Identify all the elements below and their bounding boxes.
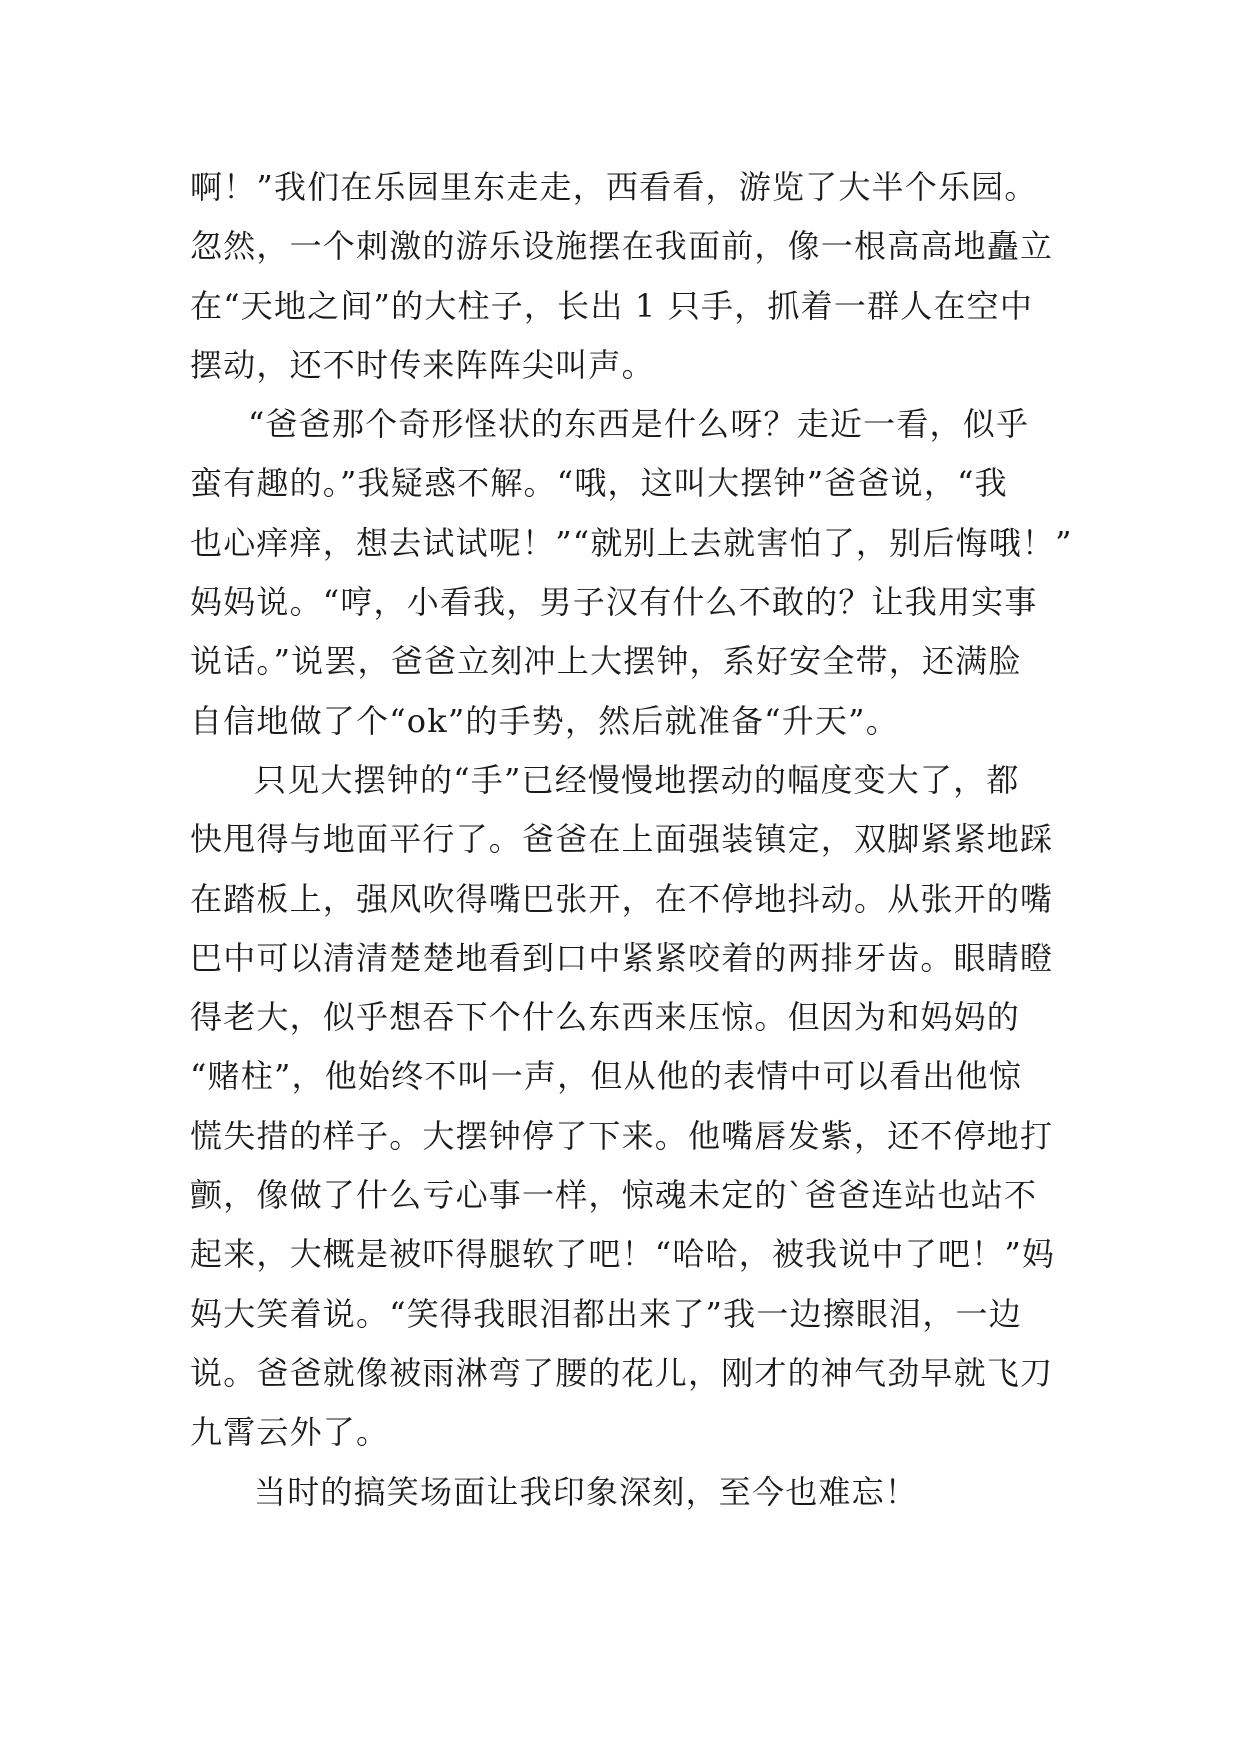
body-text bbox=[190, 158, 1073, 1522]
text-line: 在踏板上，强风吹得嘴巴张开，在不停地抖动。从张开的嘴 bbox=[190, 879, 1054, 918]
text-line: 快甩得与地面平行了。爸爸在上面强装镇定，双脚紧紧地踩 bbox=[190, 820, 1054, 859]
paragraph-first-line: 只见大摆钟的“手”已经慢慢地摆动的幅度变大了，都 bbox=[254, 760, 1020, 799]
text-line: 起来，大概是被吓得腿软了吧！“哈哈，被我说中了吧！”妈 bbox=[190, 1235, 1056, 1274]
text-line: 摆动，还不时传来阵阵尖叫声。 bbox=[190, 345, 655, 384]
text-line: 说话。”说罢，爸爸立刻冲上大摆钟，系好安全带，还满脸 bbox=[190, 642, 1022, 681]
text-line: 自信地做了个“ok”的手势，然后就准备“升天”。 bbox=[190, 701, 899, 740]
text-line: 在“天地之间”的大柱子，长出 1 只手，抓着一群人在空中 bbox=[190, 286, 1034, 325]
paragraph-first-line: “爸爸那个奇形怪状的东西是什么呀？走近一看，似乎 bbox=[248, 405, 1030, 444]
text-line: 得老大，似乎想吞下个什么东西来压惊。但因为和妈妈的 bbox=[190, 998, 1021, 1037]
text-line: 慌失措的样子。大摆钟停了下来。他嘴唇发紫，还不停地打 bbox=[190, 1116, 1054, 1155]
text-line: “赌柱”，他始终不叫一声，但从他的表情中可以看出他惊 bbox=[190, 1057, 1022, 1096]
text-line: 啊！”我们在乐园里东走走，西看看，游览了大半个乐园。 bbox=[190, 168, 1038, 206]
text-line: 说。爸爸就像被雨淋弯了腰的花儿，刚才的神气劲早就飞刀 bbox=[190, 1353, 1054, 1392]
text-line: 忽然，一个刺激的游乐设施摆在我面前，像一根高高地矗立 bbox=[190, 227, 1054, 266]
text-line: 巴中可以清清楚楚地看到口中紧紧咬着的两排牙齿。眼睛瞪 bbox=[190, 938, 1054, 977]
text-line: 蛮有趣的。”我疑惑不解。“哦，这叫大摆钟”爸爸说，“我 bbox=[190, 464, 1008, 503]
text-line: 九霄云外了。 bbox=[190, 1413, 390, 1452]
text-line: 妈大笑着说。“笑得我眼泪都出来了”我一边擦眼泪，一边 bbox=[190, 1294, 1022, 1333]
text-line: 颤，像做了什么亏心事一样，惊魂未定的`爸爸连站也站不 bbox=[190, 1176, 1038, 1215]
text-line: 也心痒痒，想去试试呢！”“就别上去就害怕了，别后悔哦！” bbox=[190, 523, 1073, 562]
text-line: 妈妈说。“哼，小看我，男子汉有什么不敢的？让我用实事 bbox=[190, 583, 1038, 622]
paragraph-first-line: 当时的搞笑场面让我印象深刻，至今也难忘！ bbox=[254, 1472, 919, 1511]
